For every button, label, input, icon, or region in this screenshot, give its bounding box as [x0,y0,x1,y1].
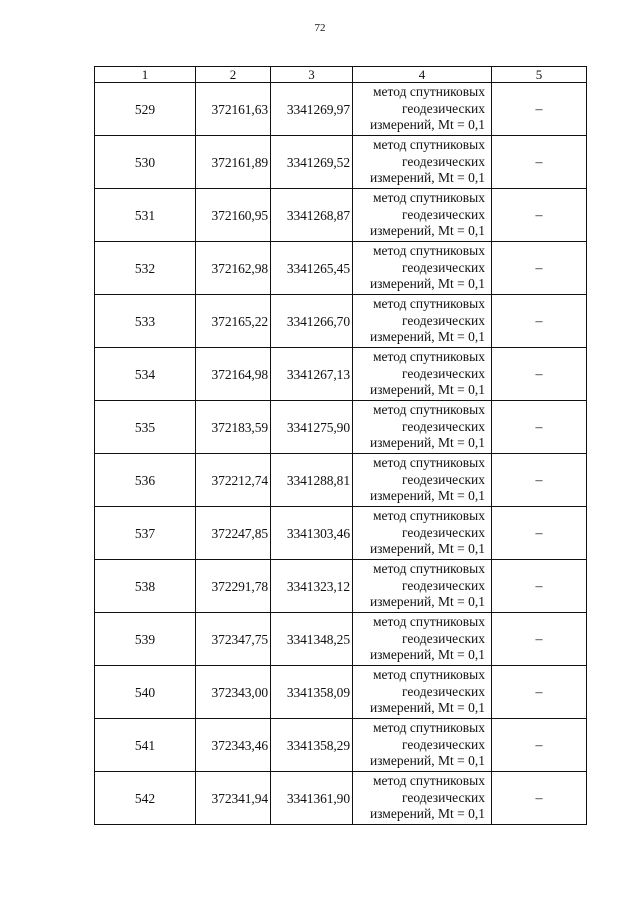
method-line: метод спутниковых [373,613,485,629]
note-cell: – [492,666,587,719]
note-cell: – [492,719,587,772]
method-cell [353,348,492,401]
method-line: геодезических [402,577,485,593]
note-cell: – [492,507,587,560]
method-line: метод спутниковых [373,560,485,576]
method-line: измерений, Mt = 0,1 [369,170,485,186]
method-line: геодезических [402,312,485,328]
point-number-cell: 535 [95,401,196,454]
coordinate-x-cell: 372212,74 [196,454,271,507]
coordinate-x-cell: 372160,95 [196,189,271,242]
note-cell: – [492,189,587,242]
coordinates-table [94,66,587,825]
coordinate-y-cell: 3341361,90 [271,772,353,825]
coordinate-y-cell: 3341288,81 [271,454,353,507]
coordinate-x-cell: 372161,63 [196,83,271,136]
method-line: измерений, Mt = 0,1 [369,329,485,345]
method-cell [353,772,492,825]
note-cell: – [492,560,587,613]
note-cell: – [492,772,587,825]
method-line: геодезических [402,736,485,752]
table-row [95,719,587,772]
method-cell [353,507,492,560]
coordinate-y-cell: 3341267,13 [271,348,353,401]
point-number-cell: 541 [95,719,196,772]
coordinate-x-cell: 372165,22 [196,295,271,348]
point-number-cell: 533 [95,295,196,348]
coordinate-y-cell: 3341358,29 [271,719,353,772]
method-cell [353,719,492,772]
method-cell [353,136,492,189]
note-cell: – [492,454,587,507]
method-line: метод спутниковых [373,401,485,417]
method-line: метод спутниковых [373,454,485,470]
method-cell [353,189,492,242]
method-line: метод спутниковых [373,507,485,523]
table-row [95,348,587,401]
method-line: измерений, Mt = 0,1 [369,806,485,822]
table-row [95,560,587,613]
coordinate-x-cell: 372183,59 [196,401,271,454]
method-line: геодезических [402,630,485,646]
point-number-cell: 529 [95,83,196,136]
coordinate-x-cell: 372343,00 [196,666,271,719]
method-line: измерений, Mt = 0,1 [369,594,485,610]
method-line: метод спутниковых [373,719,485,735]
method-line: измерений, Mt = 0,1 [369,276,485,292]
coordinate-x-cell: 372343,46 [196,719,271,772]
table-row [95,613,587,666]
method-line: измерений, Mt = 0,1 [369,647,485,663]
point-number-cell: 539 [95,613,196,666]
method-line: метод спутниковых [373,772,485,788]
table-row [95,507,587,560]
coordinate-x-cell: 372247,85 [196,507,271,560]
point-number-cell: 532 [95,242,196,295]
method-line: измерений, Mt = 0,1 [369,117,485,133]
table-row [95,136,587,189]
page-number: 72 [314,22,326,34]
point-number-cell: 542 [95,772,196,825]
note-cell: – [492,295,587,348]
coordinate-y-cell: 3341323,12 [271,560,353,613]
coordinate-y-cell: 3341269,52 [271,136,353,189]
coordinate-x-cell: 372162,98 [196,242,271,295]
method-line: геодезических [402,418,485,434]
method-line: измерений, Mt = 0,1 [369,700,485,716]
coordinate-y-cell: 3341358,09 [271,666,353,719]
method-line: метод спутниковых [373,348,485,364]
method-cell [353,83,492,136]
coordinate-x-cell: 372164,98 [196,348,271,401]
method-line: геодезических [402,153,485,169]
point-number-cell: 537 [95,507,196,560]
point-number-cell: 530 [95,136,196,189]
method-line: геодезических [402,259,485,275]
coordinate-y-cell: 3341266,70 [271,295,353,348]
note-cell: – [492,613,587,666]
point-number-cell: 536 [95,454,196,507]
coordinate-x-cell: 372291,78 [196,560,271,613]
coordinate-x-cell: 372347,75 [196,613,271,666]
method-line: геодезических [402,471,485,487]
table-row [95,242,587,295]
table-header-row [95,67,587,83]
method-line: метод спутниковых [373,136,485,152]
table-row [95,401,587,454]
method-line: метод спутниковых [373,295,485,311]
method-line: геодезических [402,100,485,116]
method-line: геодезических [402,789,485,805]
note-cell: – [492,136,587,189]
table-row [95,454,587,507]
method-line: метод спутниковых [373,189,485,205]
header-col-3: 3 [271,67,353,83]
header-col-5: 5 [492,67,587,83]
method-line: метод спутниковых [373,242,485,258]
method-line: измерений, Mt = 0,1 [369,435,485,451]
method-cell [353,295,492,348]
method-line: геодезических [402,683,485,699]
method-cell [353,560,492,613]
coordinate-y-cell: 3341275,90 [271,401,353,454]
coordinate-y-cell: 3341303,46 [271,507,353,560]
method-line: измерений, Mt = 0,1 [369,541,485,557]
table-row [95,83,587,136]
header-col-1: 1 [95,67,196,83]
table-row [95,772,587,825]
coordinate-x-cell: 372161,89 [196,136,271,189]
method-line: метод спутниковых [373,666,485,682]
header-col-4: 4 [353,67,492,83]
point-number-cell: 540 [95,666,196,719]
coordinate-y-cell: 3341269,97 [271,83,353,136]
note-cell: – [492,83,587,136]
method-cell [353,454,492,507]
table-row [95,666,587,719]
table-row [95,295,587,348]
note-cell: – [492,242,587,295]
method-line: геодезических [402,524,485,540]
coordinate-x-cell: 372341,94 [196,772,271,825]
method-line: измерений, Mt = 0,1 [369,488,485,504]
point-number-cell: 538 [95,560,196,613]
method-cell [353,242,492,295]
point-number-cell: 531 [95,189,196,242]
note-cell: – [492,348,587,401]
coordinate-y-cell: 3341268,87 [271,189,353,242]
table-body [95,83,587,825]
header-col-2: 2 [196,67,271,83]
note-cell: – [492,401,587,454]
method-cell [353,666,492,719]
point-number-cell: 534 [95,348,196,401]
method-line: измерений, Mt = 0,1 [369,753,485,769]
method-line: измерений, Mt = 0,1 [369,223,485,239]
method-line: геодезических [402,206,485,222]
method-line: геодезических [402,365,485,381]
table-row [95,189,587,242]
method-line: измерений, Mt = 0,1 [369,382,485,398]
method-cell [353,401,492,454]
method-line: метод спутниковых [373,83,485,99]
coordinate-y-cell: 3341348,25 [271,613,353,666]
method-cell [353,613,492,666]
coordinate-y-cell: 3341265,45 [271,242,353,295]
